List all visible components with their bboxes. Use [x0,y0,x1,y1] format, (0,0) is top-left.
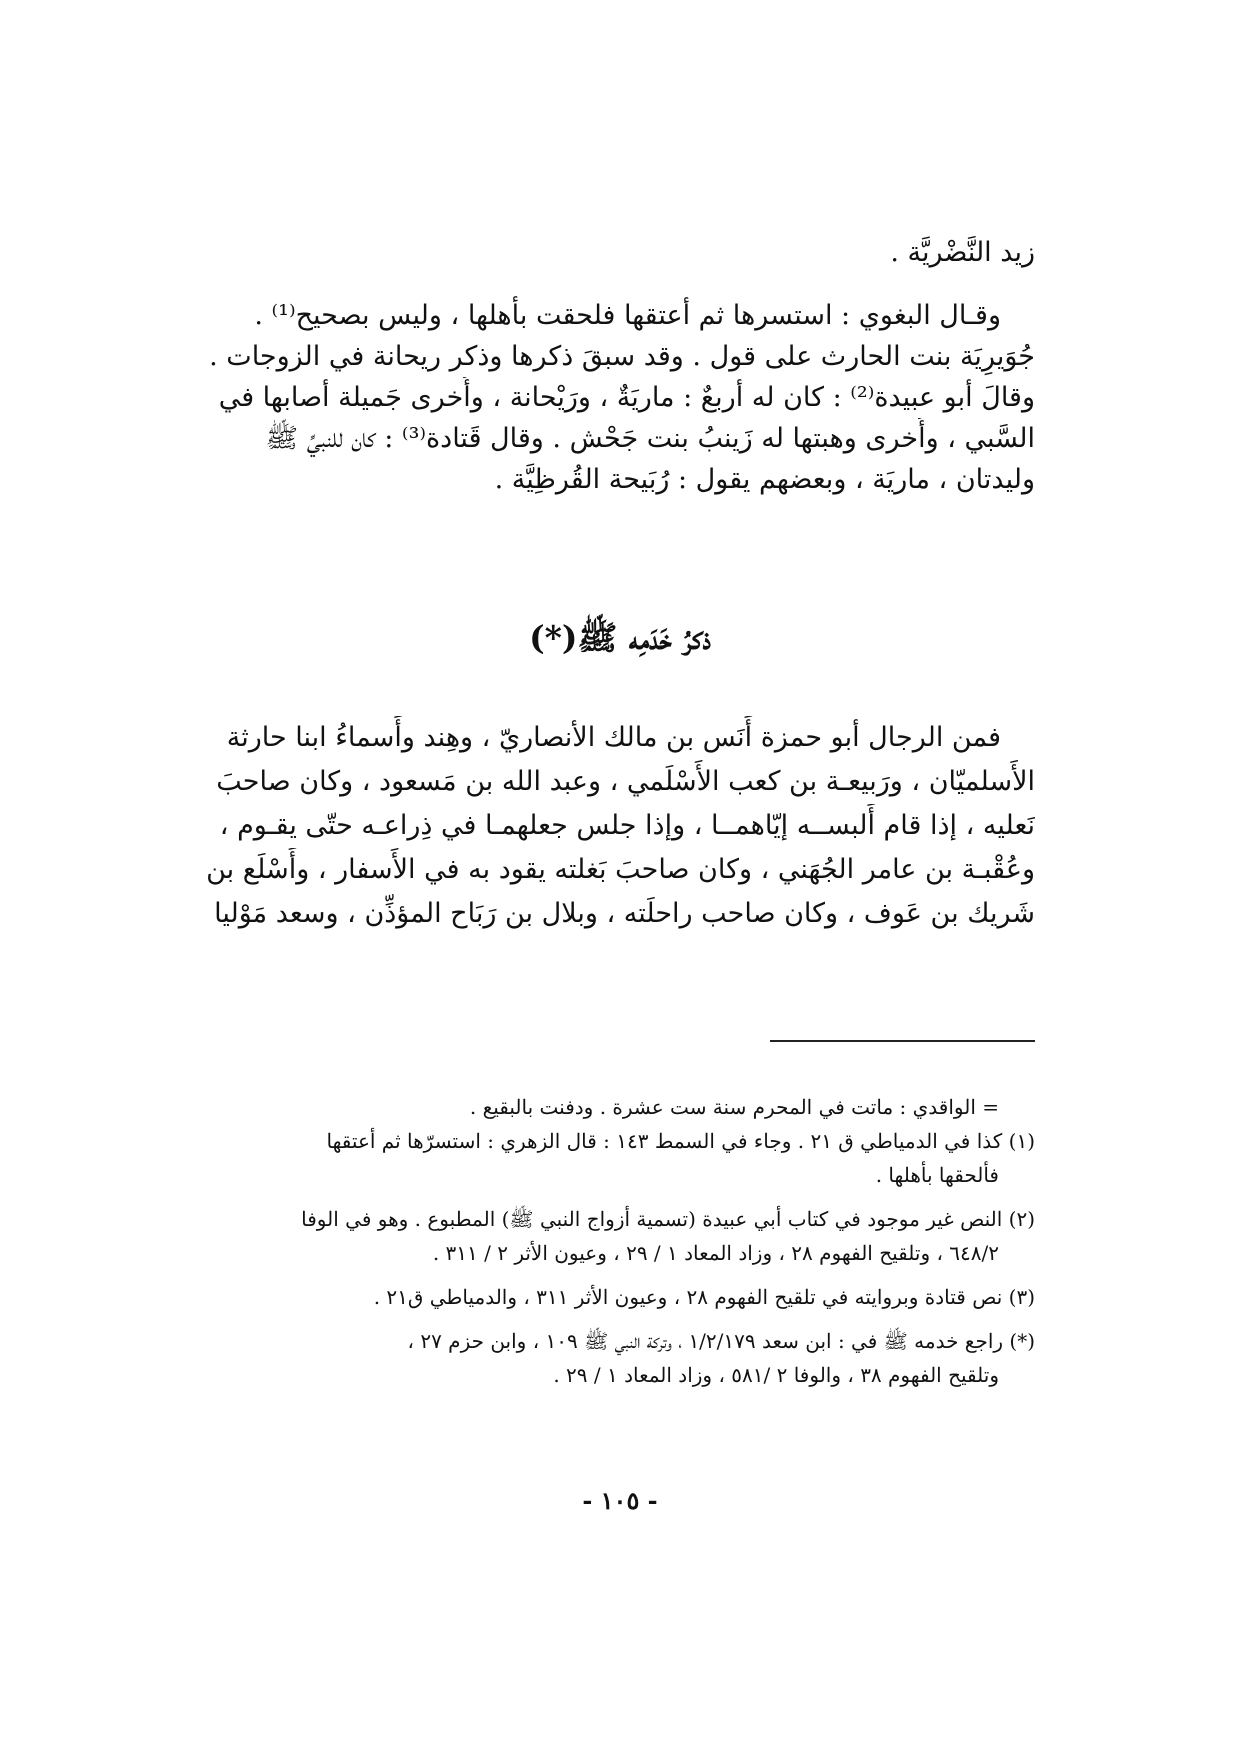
text-line: زيد النَّضْريَّة . [890,237,1035,268]
text-line: شَريك بن عَوف ، وكان صاحب راحلَته ، وبلال بن رَبَاح المؤذِّن ، وسعد مَوْليا [214,898,1035,929]
footnote-line: (*) راجع خدمه ﷺ في : ابن سعد ١/٢/١٧٩ ، وتركة النبي ﷺ ١٠٩ ، وابن حزم ٢٧ ، [407,1329,1035,1353]
footnotes-block [205,1090,1035,1392]
text-line: وقـال البغوي : استسرها ثم أعتقها فلحقت بأهلها ، وليس بصحيح⁽¹⁾ . [254,300,1001,331]
footnote-separator [770,1040,1035,1042]
footnote-line: (١) كذا في الدمياطي ق ٢١ . وجاء في السمط ١٤٣ : قال الزهري : استسرّها ثم أعتقها [326,1129,1035,1153]
footnote-line: وتلقيح الفهوم ٣٨ ، والوفا ٢ /٥٨١ ، وزاد المعاد ١ / ٢٩ . [553,1363,999,1387]
text-line: وقالَ أبو عبيدة⁽²⁾ : كان له أربعٌ : ماريَةٌ ، ورَيْحانة ، وأُخرى جَميلة أصابها في [218,382,1035,413]
text-line: وليدتان ، ماريَة ، وبعضهم يقول : رُبَيحة القُرظِيَّة . [494,464,1035,495]
text-line: نَعليه ، إذا قام أَلبســه إيّاهمــا ، وإذا جلس جعلهمـا في ذِراعـه حتّى يقـوم ، [219,810,1035,841]
main-text-block [205,232,1035,500]
section-text-block [205,716,1035,936]
text-line: فمن الرجال أبو حمزة أَنَس بن مالك الأنصاريّ ، وهِند وأَسماءُ ابنا حارثة [226,722,1001,753]
text-line: السَّبي ، وأُخرى وهبتها له زَينبُ بنت جَحْش . وقال قَتادة⁽³⁾ : كان للنبيِّ ﷺ [265,423,1035,454]
text-line: وعُقْبـة بن عامر الجُهَني ، وكان صاحبَ بَغلته يقود به في الأَسفار ، وأَسْلَع بن [206,854,1035,885]
footnote-line: فألحقها بأهلها . [875,1163,999,1187]
text-line: جُوَيرِيَة بنت الحارث على قول . وقد سبقَ ذكرها وذكر ريحانة في الزوجات . [209,341,1035,372]
footnote-line: (٢) النص غير موجود في كتاب أبي عبيدة (تسمية أزواج النبي ﷺ) المطبوع . وهو في الوفا [301,1207,1035,1231]
text-line: الأَسلميّان ، ورَبيعـة بن كعب الأَسْلَمي ، وعبد الله بن مَسعود ، وكان صاحبَ [216,766,1035,797]
page-number: - ١٠٥ - [582,1486,658,1515]
section-heading: ذكرُ خَدَمِه ﷺ(*) [529,618,711,657]
footnote-line: = الواقدي : ماتت في المحرم سنة ست عشرة . ودفنت بالبقيع . [469,1095,999,1119]
footnote-line: ٦٤٨/٢ ، وتلقيح الفهوم ٢٨ ، وزاد المعاد ١ / ٢٩ ، وعيون الأثر ٢ / ٣١١ . [432,1241,999,1265]
footnote-line: (٣) نص قتادة وبروايته في تلقيح الفهوم ٢٨ ، وعيون الأثر ٣١١ ، والدمياطي ق٢١ . [373,1285,1035,1309]
